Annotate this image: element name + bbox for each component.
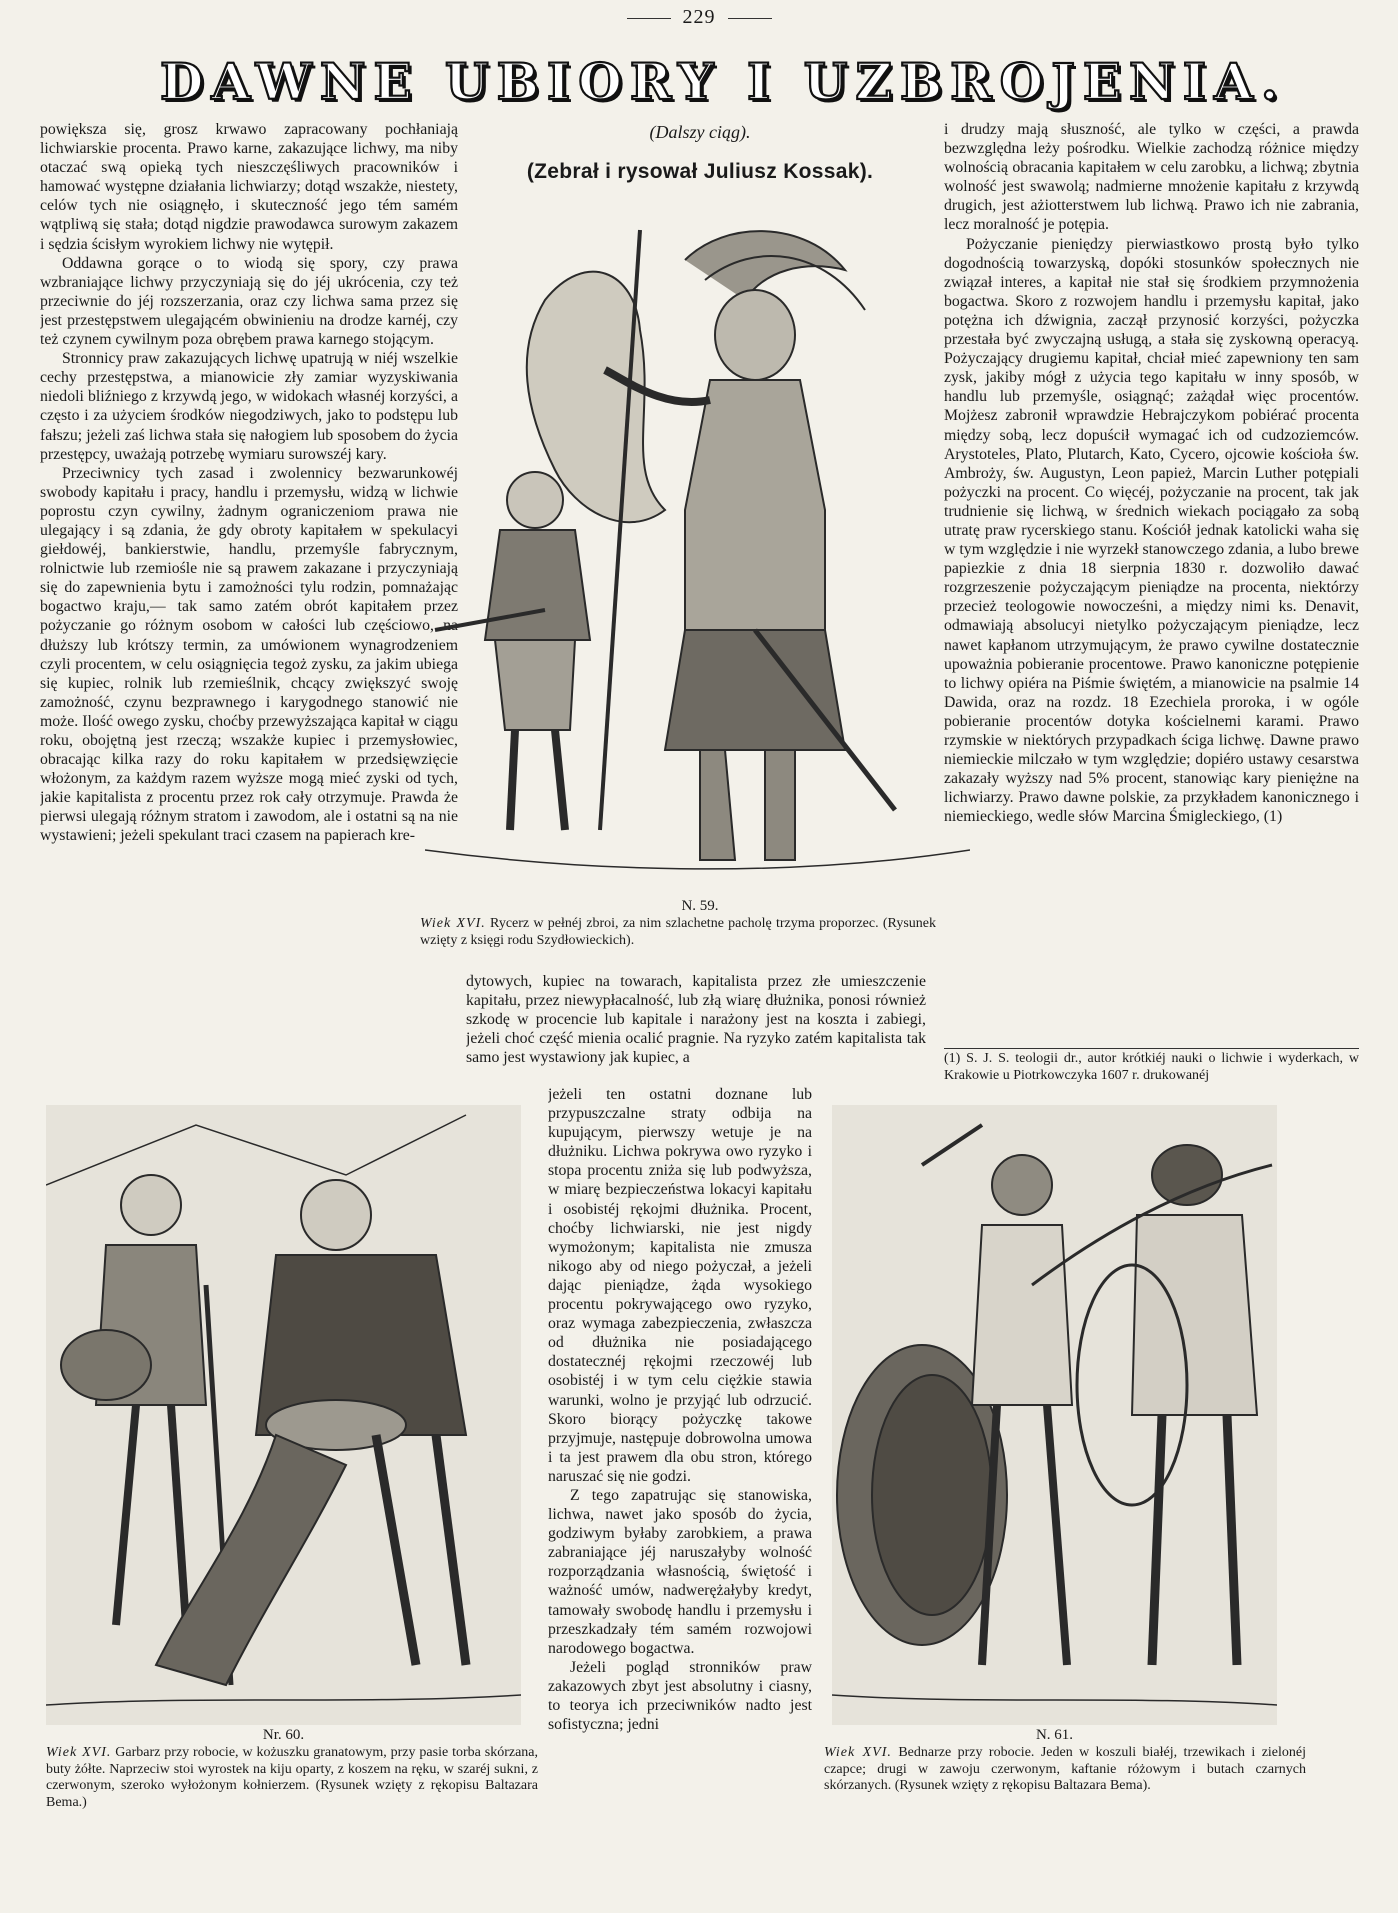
subtitle: (Dalszy ciąg). bbox=[649, 122, 751, 142]
figure-60-number: Nr. 60. bbox=[262, 1727, 305, 1743]
figure-59-number: N. 59. bbox=[681, 898, 719, 914]
figure-61-caption bbox=[824, 1745, 1306, 1795]
footnote-rule bbox=[944, 1048, 1359, 1049]
paragraph: Oddawna gorące o to wiodą się spory, czy prawa wzbraniające lichwy przyczyniają się do jéj ukrócenia, czy też przeciwnie do jéj rozszerzania, oraz czy lichwa sama przez się jest przestępstwem ulegającém obwinieniu na drodze karnéj, czy też czynem cywilnym poza obrębem prawa karnego stojącym. bbox=[40, 254, 458, 349]
figure-61-engraving bbox=[832, 1105, 1277, 1725]
page-number bbox=[0, 6, 1398, 29]
paragraph: i drudzy mają słuszność, ale tylko w części, a prawda bezwzględna leży pośrodku. Wielkie zachodzą różnice między wolnością obracania kapitałem w celu zarobku, a lichwą; zbytnia wolność jest swawolą; nadmierne mnożenie kapitału z krzywdą drugich, jest ażiotterstwem lub lichwą. Prawo ich nie zabrania, lecz moralność je potępia. bbox=[944, 121, 1359, 234]
figure-61-number: N. 61. bbox=[1035, 1727, 1074, 1743]
page-number-rule-right bbox=[728, 18, 772, 19]
footnote: (1) S. J. S. teologii dr., autor krótkiéj nauki o lichwie i wyderkach, w Krakowie u Piotrkowczyka 1607 r. drukowanéj bbox=[944, 1051, 1359, 1083]
article-column-1 bbox=[40, 120, 458, 1080]
knight-and-page-illustration bbox=[425, 210, 970, 890]
figure-60-caption-era: Wiek XVI. bbox=[46, 1745, 112, 1760]
figure-60-engraving bbox=[46, 1105, 521, 1725]
paragraph: Stronnicy praw zakazujących lichwę upatrują w niéj wszelkie cechy przestępstwa, a mianowicie zły zamiar wyzyskiwania niedoli bliźniego z krzywdą jego, w widokach własnéj korzyści, a często i za użyciem środków niegodziwych, jako to podstępu lub fałszu; jeżeli zaś lichwa stała się nałogiem lub sposobem do życia przestępcy, uważają potrzebę wymiaru surowszéj kary. bbox=[40, 350, 458, 463]
page-title: DAWNE UBIORY I UZBROJENIA. bbox=[160, 52, 1287, 111]
tanner-illustration bbox=[46, 1105, 521, 1725]
article-column-center-lower bbox=[548, 1085, 812, 1825]
figure-61-caption-era: Wiek XVI. bbox=[824, 1745, 892, 1760]
page-number-text: 229 bbox=[682, 6, 716, 28]
figure-59-caption-era: Wiek XVI. bbox=[420, 916, 486, 931]
figure-60-caption-text: Garbarz przy robocie, w kożuszku granatowym, przy pasie torba skórzana, buty żółte. Naprzeciw stoi wyrostek na kiju oparty, z koszem na ręku, w szaréj sukni, z czerwonym, szeroko wyłożonym kołnierzem. (Rysunek wzięty z rękopisu Baltazara Bema.) bbox=[46, 1745, 538, 1810]
paragraph: powiększa się, grosz krwawo zapracowany pochłaniają lichwiarskie procenta. Prawo karne, zakazujące lichwy, ma niby otaczać swą opieką tych nieszczęśliwych pracowników i hamować występne działania lichwiarzy; dotąd wszakże, niestety, celów tych nie osiągnęło, i skuteczność jego tém samém wątpliwą się stała; dotąd nigdzie prawodawca surowym zakazem i sędzia ścisłym wyrokiem lichwy nie wytępił. bbox=[40, 121, 458, 253]
paragraph: Z tego zapatrując się stanowiska, lichwa, nawet jako sposób do życia, godziwym byłaby zarobkiem, a prawa zabraniające jéj naruszałyby wolność rozporządzania własnością, świętość i ważność umów, nadwerężałyby kredyt, tamowały swobodę handlu i przemysłu i przeszkadzały tém samém rozwojowi narodowego bogactwa. bbox=[548, 1486, 812, 1657]
paragraph: Jeżeli pogląd stronników praw zakazowych zbyt jest absolutny i ciasny, to teorya ich przeciwników nadto jest sofistyczna; jedni bbox=[548, 1658, 812, 1734]
coopers-illustration bbox=[832, 1105, 1277, 1725]
figure-59-engraving bbox=[425, 210, 970, 890]
paragraph: Pożyczanie pieniędzy pierwiastkowo prostą było tylko dogodnością towarzyską, dopóki stosunków społecznych nie związał interes, a kapitał nie stał się środkiem przymnożenia bogactwa. Skoro z rozwojem handlu i przemysłu kapitał, jako potężna ich dźwignia, zaczął przynosić korzyści, pożyczka przestała być zwyczajną usługą, a stała się zyskowną operacyą. Pożyczający drugiemu kapitał, chciał mieć zapewniony ten sam zysk, jakiby mógł z użycia tego kapitału w inny sposób, w handlu lub przemyśle, osiągnąć; zażądał więc procentów. Mojżesz zabronił wprawdzie Hebrajczykom pobiérać procenta między sobą, lecz dopuścił wymagać ich od cudzoziemców. Arystoteles, Plato, Plutarch, Kato, Cycero, ojcowie kościoła św. Ambroży, św. Augustyn, Leon papież, Marcin Luther potępiali pożyczki na procent. Co więcéj, pożyczanie na procent, tak jak trudnienie się lichwą, w średnich wiekach pociągało za sobą utratę praw rycerskiego stanu. Kościół jednak katolicki waha się w tym względzie i nie wyrzekł stanowczego zdania, a lubo brewe papiezkie z dnia 18 sierpnia 1830 r. dozwoliło dawać rozgrzeszenie pożyczającym pieniądze na procenta, niektórzy przecież teologowie nowocześni, a między nimi ks. Denavit, odmawiają absolucyi nietylko pożyczającym pieniądze, lecz nawet kapłanom utrzymującym, że prawo cywilne dostatecznie upoważnia pobieranie procentowe. Prawo kanoniczne potępienie to lichwy opiéra na Piśmie świętém, a mianowicie na psalmie 14 Dawida, oraz na rozdz. 18 Ezechiela proroka, i w ogóle pobieranie procentów dotyka kościelnemi karami. Prawo rzymskie w niektórych przypadkach ściga lichwę. Dawne prawo niemieckie milczało w tym względzie; dopiéro ustawy cesarstwa zakazały wyższy nad 5% procent, stanowiąc kary pieniężne na lichwiarzy. Prawo dawne polskie, za przykładem kanonicznego i niemieckiego, wedle słów Marcina Śmigleckiego, (1) bbox=[944, 235, 1359, 826]
paragraph: jeżeli ten ostatni doznane lub przypuszczalne straty odbija na kupującym, pierwszy wetuje je na dłużniku. Lichwa pokrywa owo ryzyko i stopa procentu zniża się lub podwyższa, w miarę bezpieczeństwa lokacyi kapitału i osobistéj rękojmi dłużnika. Procent, choćby lichwiarski, nie jest nigdy wymożonym; kapitalista nie zmusza nikogo aby od niego pożyczał, a jeżeli dając pieniądze, żąda wysokiego procentu pokrywającego owo ryzyko, oraz wymaga zabezpieczenia, zwłaszcza od dłużnika nie posiadającego dostatecznéj rękojmi rzeczowéj lub osobistéj i w tym celu ciężkie stawia warunki, wolno je przyjąć lub odrzucić. Skoro biorący pożyczkę takowe przyjmuje, następuje dobrowolna umowa i ta jest prawem dla obu stron, którego naruszać się nie godzi. bbox=[548, 1086, 812, 1485]
article-column-3 bbox=[944, 120, 1359, 1042]
paragraph: Przeciwnicy tych zasad i zwolennicy bezwarunkowéj swobody kapitału i pracy, handlu i przemysłu, widzą w lichwie poprostu czyn cywilny, żadnym ograniczeniom prawa nie ulegający i są zdania, że gdy obroty kapitałem w spekulacyi giełdowéj, bankierstwie, handlu, przemyśle fabrycznym, rolnictwie lub rzemiośle nie są prawem zakazane i przyczyniają się do zapewnienia bytu i zamożności tylu rodzin, pomnażając bogactwo kraju,— tak samo zatém obrót kapitałem przez pożyczanie go różnym osobom w całości lub częściowo, na dłuższy lub krótszy termin, za umówionem wynagrodzeniem czyli procentem, w celu osiągnięcia tegoż zysku, za jakim ubiega się kupiec, rolnik lub rzemieślnik, chcący zwiększyć swoję zamożność, czynu bezprawnego i karygodnego stanowić nie może. Ilość owego zysku, choćby przewyższająca kapitał w ciągu roku, obojętną jest rzeczą; wszakże kupiec i przemysłowiec, obracając kilka razy do roku kapitałem w przedsięwzięcie włożonym, za każdym razem wyższe mogą mieć zyski od tych, jakie kapitalista z procentu przez rok cały otrzymuje. Prawda że pierwsi ulegają różnym stratom i zawodom, ale i ostatni są na nie wystawieni; jeżeli spekulant traci czasem na papierach kre- bbox=[40, 464, 458, 845]
author-line: (Zebrał i rysował Juliusz Kossak). bbox=[526, 160, 874, 183]
article-middle-band: dytowych, kupiec na towarach, kapitalista przez złe umieszczenie kapitału, przez niewypłacalność, lub złą wiarę dłużnika, ponosi również szkodę w procencie lub kapitale i narażony jest na koszta i zabiegi, jeżeli choć część mienia ocalić pragnie. Na ryzyko zatém kapitalista tak samo jest wystawiony jak kupiec, a bbox=[466, 973, 926, 1067]
figure-61-caption-text: Bednarze przy robocie. Jeden w koszuli białéj, trzewikach i zielonéj czapce; drugi w zawoju czerwonym, kaftanie różowym i butach czarnych skórzanych. (Rysunek wzięty z rękopisu Baltazara Bema). bbox=[824, 1745, 1307, 1793]
figure-59-caption bbox=[420, 916, 936, 949]
page-number-rule-left bbox=[627, 18, 671, 19]
figure-59-caption-text: Rycerz w pełnéj zbroi, za nim szlachetne pacholę trzyma proporzec. (Rysunek wzięty z księgi rodu Szydłowieckich). bbox=[420, 916, 936, 948]
figure-60-caption bbox=[46, 1745, 538, 1811]
